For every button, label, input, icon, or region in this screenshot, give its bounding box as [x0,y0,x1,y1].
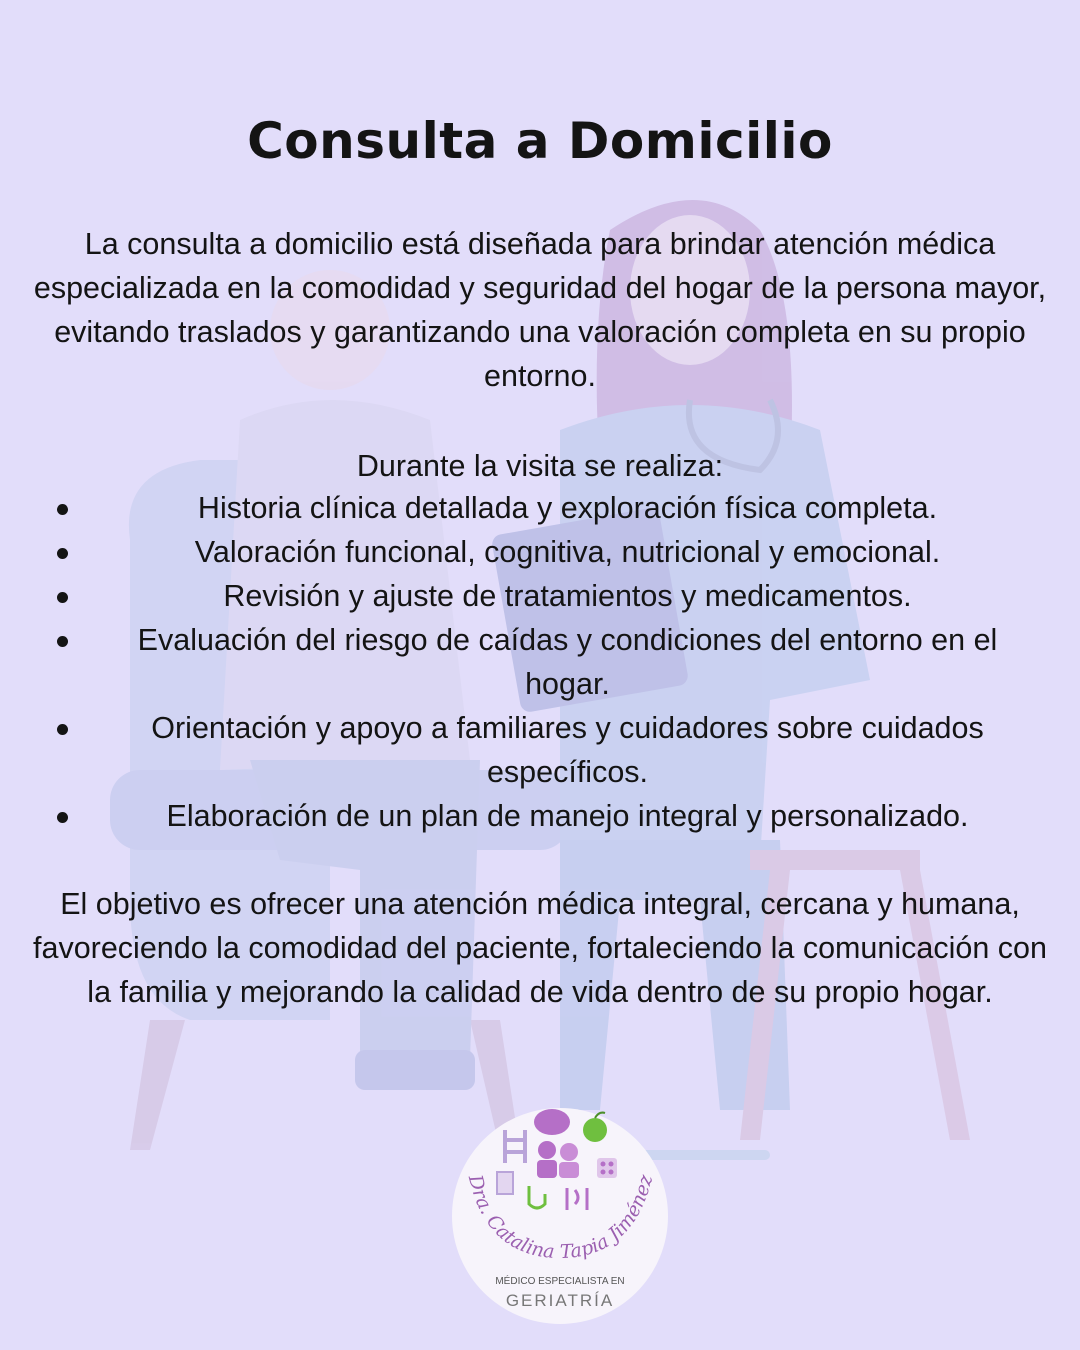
logo-specialty: GERIATRÍA [505,1291,615,1310]
pills-icon [597,1158,617,1178]
page-title: Consulta a Domicilio [247,112,833,170]
services-list [0,486,1080,838]
list-heading: Durante la visita se realiza: [356,449,724,483]
list-item: Valoración funcional, cognitiva, nutricional y emocional. [0,530,1080,574]
bullet-icon [57,548,68,559]
list-item: Revisión y ajuste de tratamientos y medicamentos. [0,574,1080,618]
list-item: Historia clínica detallada y exploración física completa. [0,486,1080,530]
list-item: Evaluación del riesgo de caídas y condiciones del entorno en el hogar. [0,618,1080,706]
list-item: Orientación y apoyo a familiares y cuidadores sobre cuidados específicos. [0,706,1080,794]
clinic-logo [447,1108,673,1324]
intro-paragraph: La consulta a domicilio está diseñada para brindar atención médica especializada en la comodidad y seguridad del hogar de la persona mayor, evitando traslados y garantizando una valoración completa en su propio entorno. [33,227,1047,393]
closing-paragraph: El objetivo es ofrecer una atención médica integral, cercana y humana, favoreciendo la comodidad del paciente, fortaleciendo la comunicación con la familia y mejorando la calidad de vida dentro de su propio hogar. [33,887,1047,1009]
bullet-icon [57,812,68,823]
bullet-icon [57,592,68,603]
bullet-icon [57,724,68,735]
bullet-icon [57,636,68,647]
logo-name: Dra. Catalina Tapia Jiménez [463,1172,658,1264]
brain-icon [534,1109,570,1135]
bullet-icon [57,504,68,515]
list-item: Elaboración de un plan de manejo integral y personalizado. [0,794,1080,838]
glass-icon [497,1172,513,1194]
logo-subtitle: MÉDICO ESPECIALISTA EN [495,1276,625,1287]
